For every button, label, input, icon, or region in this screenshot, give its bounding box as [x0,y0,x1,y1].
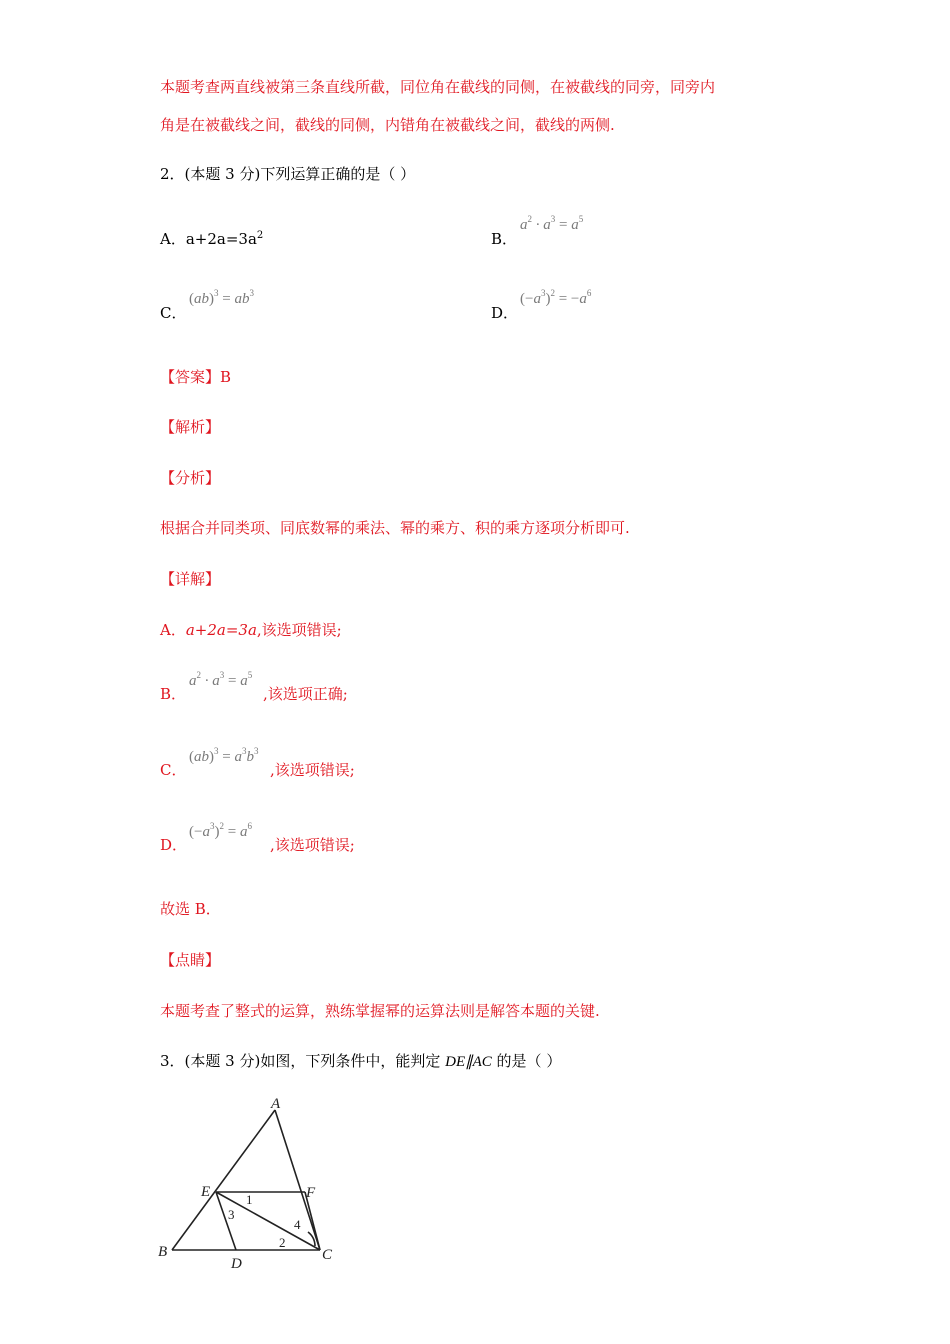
q2-option-b-formula: $a^2 \cdot a^3 = a^5$ [520,214,584,233]
q2-option-b-label: B． [491,230,518,248]
point-a-label: A [271,1096,281,1112]
point-b-label: B [158,1244,168,1260]
angle-3-label: 3 [228,1207,235,1222]
intro-line-1: 本题考查两直线被第三条直线所截，同位角在截线的同侧，在被截线的同旁，同旁内 [160,78,716,96]
jiexi-heading: 【解析】 [160,418,221,436]
q3-stem-math: DE∥AC [445,1054,492,1070]
point-e-label: E [201,1184,211,1200]
segment-ab [172,1110,275,1250]
xiangjie-heading: 【详解】 [160,570,221,588]
q3-stem-pre: 3．(本题 3 分)如图，下列条件中，能判定 [160,1052,446,1070]
intro-line-2: 角是在被截线之间，截线的同侧，内错角在被截线之间，截线的两侧. [160,116,615,134]
answer-value: B [220,368,232,386]
detail-a [160,620,342,640]
q2-option-c-formula: $(ab)^3 = ab^3$ [189,288,254,307]
detail-d-suffix: ,该选项错误; [270,836,355,854]
detail-b-formula: $a^2 \cdot a^3 = a^5$ [189,670,253,689]
option-a-exponent: 2 [256,230,264,241]
detail-a-expr: a+2a=3a [185,621,257,639]
angle-1-label: 1 [246,1192,253,1207]
option-a-label: A． [160,230,186,248]
detail-c-suffix: ,该选项错误; [270,761,355,779]
q3-stem-post: 的是（ ） [491,1052,562,1070]
option-a-text: a+2a=3a [185,230,257,248]
detail-c-formula: $(ab)^3 = a^3b^3$ [189,746,259,765]
triangle-figure [150,1090,350,1275]
q2-option-d-formula: $(-a^3)^2 = -a^6$ [520,288,592,307]
point-d-label: D [231,1256,242,1272]
answer-heading: 【答案】 [160,368,221,386]
q2-option-c-label: C． [160,304,187,322]
q2-option-a [160,228,263,249]
angle-4-label: 4 [294,1217,301,1232]
detail-c-label: C． [160,761,187,779]
fenxi-heading: 【分析】 [160,469,221,487]
point-c-label: C [322,1247,333,1263]
detail-d-formula: $(-a^3)^2 = a^6$ [189,821,252,840]
q2-stem: 2．(本题 3 分)下列运算正确的是（ ） [160,165,416,183]
angle-2-label: 2 [279,1235,286,1250]
q3-stem [160,1051,561,1072]
detail-d-label: D． [160,836,188,854]
comment-text: 本题考查了整式的运算，熟练掌握幂的运算法则是解答本题的关键. [160,1002,600,1020]
detail-a-suffix: ,该选项错误; [256,621,342,639]
detail-b-suffix: ,该选项正确; [263,685,348,703]
point-f-label: F [306,1185,316,1201]
detail-a-label: A． [160,621,186,639]
conclusion: 故选 B． [160,900,221,918]
dianjing-heading: 【点睛】 [160,951,221,969]
q2-option-d-label: D． [491,304,519,322]
detail-b-label: B． [160,685,187,703]
analysis-text: 根据合并同类项、同底数幂的乘法、幂的乘方、积的乘方逐项分析即可. [160,519,630,537]
q2-answer [160,367,231,387]
